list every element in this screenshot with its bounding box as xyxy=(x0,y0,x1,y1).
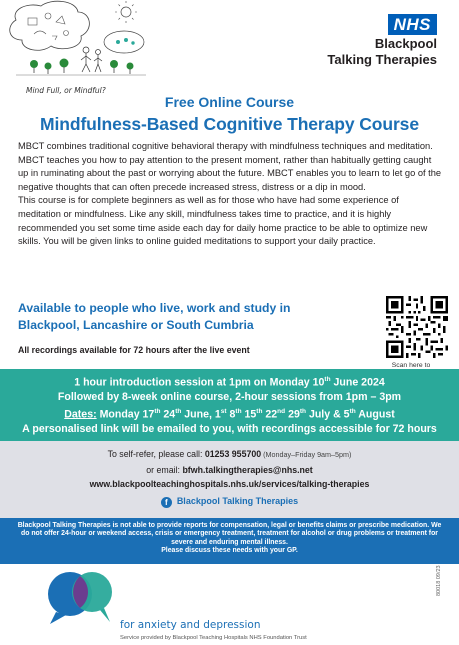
nhs-branding xyxy=(327,14,437,67)
description-para-1: MBCT combines traditional cognitive behavioral therapy with mindfulness techniques and meditation. MBCT teaches you how to pay attention to the present moment, rather than habitually getting caught up in ruminating about the past or worrying about the future. MBCT enables you to learn to let go of the negative thoughts that can often precede increased stress, distress or a dip in mood. xyxy=(18,141,442,192)
phone-link[interactable]: 01253 955700 xyxy=(204,449,262,459)
talking-therapies-logo-icon xyxy=(44,568,124,628)
footer-tagline: for anxiety and depression xyxy=(120,619,261,631)
disclaimer-closing: Please discuss these needs with your GP. xyxy=(161,547,298,555)
org-name-line1: Blackpool xyxy=(374,36,437,51)
course-dates: Dates: Monday 17th 24th June, 1st 8th 15th 22nd 29th July & 5th August xyxy=(64,407,395,421)
phone-line: To self-refer, please call: 01253 955700 (Monday–Friday 9am–5pm) xyxy=(107,449,352,459)
qr-caption-line-1: Scan here to xyxy=(391,362,431,369)
facebook-link[interactable]: f Blackpool Talking Therapies xyxy=(0,494,459,509)
nhs-logo: NHS xyxy=(388,14,437,35)
email-link[interactable]: bfwh.talkingtherapies@nhs.net xyxy=(182,464,313,475)
service-provider: Service provided by Blackpool Teaching Hospitals NHS Foundation Trust xyxy=(120,635,307,641)
course-description xyxy=(18,140,443,249)
illustration-caption: Mind Full, or Mindful? xyxy=(26,86,106,95)
mindful-illustration xyxy=(6,0,156,92)
disclaimer-text: Blackpool Talking Therapies is not able to provide reports for compensation, legal or benefits claims or prescribe medication. We do not offer 24-hour or weekend access, crisis or emergency treatment, treatment for alcohol or drug problems or treatment for severe and enduring mental illness. xyxy=(17,522,442,546)
course-title: Mindfulness-Based Cognitive Therapy Course xyxy=(40,114,419,134)
description-para-2: This course is for complete beginners as well as for those who have had some experience of meditation or mindfulness. Like any skill, mindfulness takes time to practice, and it is highly recommended you set some time aside each day for daily home practice to be able to optimize new skills. You will be given links to online guided meditations to support your daily practice. xyxy=(18,195,428,247)
email-line: or email: bfwh.talkingtherapies@nhs.net xyxy=(146,464,313,475)
availability-line-2: Blackpool, Lancashire or South Cumbria xyxy=(18,318,254,332)
website-link[interactable]: www.blackpoolteachinghospitals.nhs.uk/services/talking-therapies xyxy=(89,479,370,489)
qr-code-icon[interactable] xyxy=(386,296,448,358)
availability-line-1: Available to people who live, work and study in xyxy=(18,301,291,315)
header xyxy=(0,0,459,95)
leaflet-code: 80018 09/23 xyxy=(436,565,442,596)
availability xyxy=(18,300,338,334)
recordings-note: All recordings available for 72 hours after the live event xyxy=(18,345,250,355)
contact-band xyxy=(0,441,459,518)
dates-label: Dates: xyxy=(64,408,97,421)
intro-session: 1 hour introduction session at 1pm on Monday 10th June 2024 xyxy=(74,376,385,389)
course-format: Followed by 8-week online course, 2-hour sessions from 1pm – 3pm xyxy=(57,391,402,404)
facebook-icon: f xyxy=(161,497,172,508)
schedule-band xyxy=(0,369,459,441)
disclaimer xyxy=(0,518,459,564)
link-note: A personalised link will be emailed to you, with recordings accessible for 72 hours xyxy=(22,422,437,435)
course-subtitle: Free Online Course xyxy=(164,94,295,110)
org-name-line2: Talking Therapies xyxy=(327,52,437,67)
footer xyxy=(0,564,459,645)
